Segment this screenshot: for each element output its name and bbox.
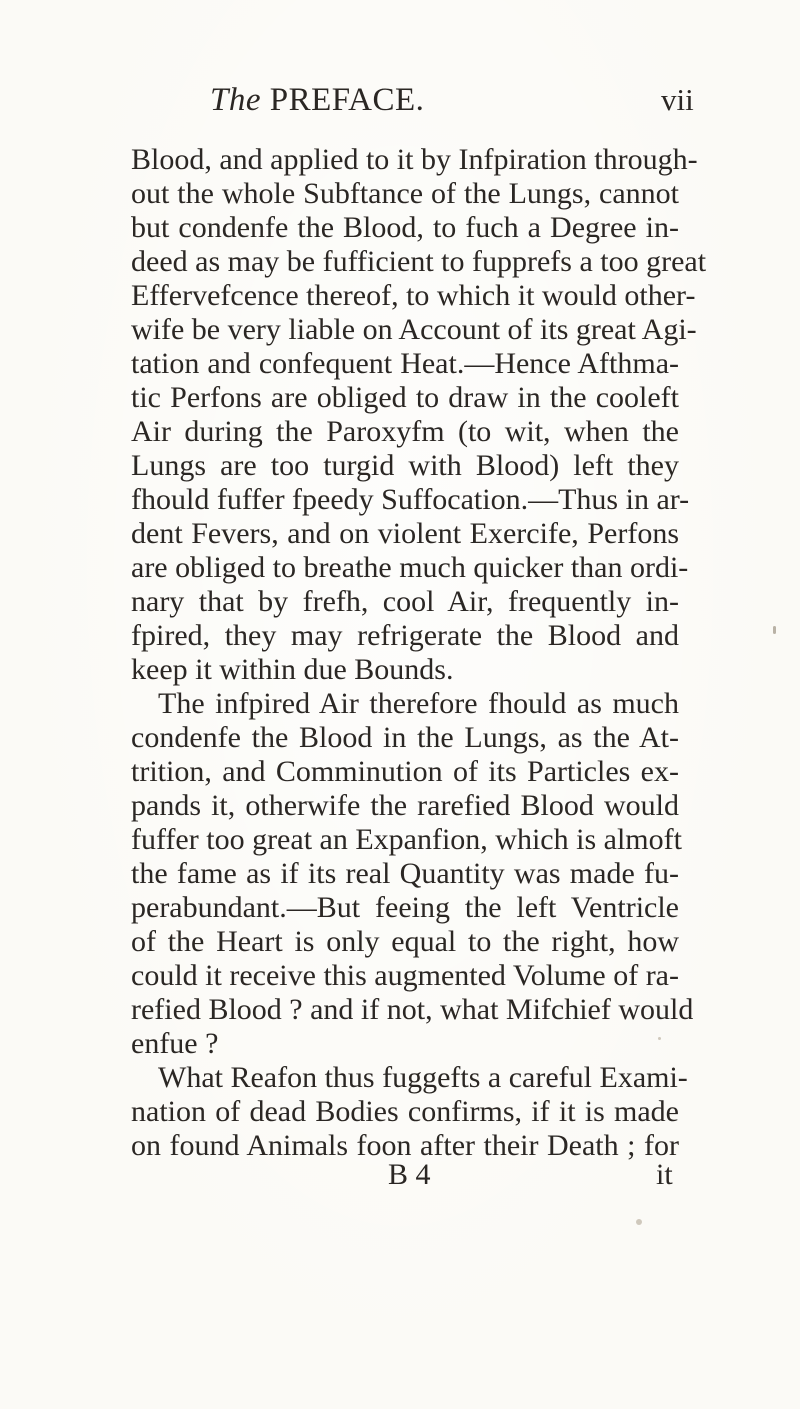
paper-mark [773,626,776,634]
text-line: fuffer too great an Expanfion, which is almoft [131,823,682,856]
paper-speck [658,1037,661,1040]
text-line: Effervefcence thereof, to which it would other- [131,279,696,312]
text-line: perabundant.—But feeing the left Ventricle [131,891,679,924]
page-header [0,82,800,122]
page-number: vii [661,82,694,117]
text-line: on found Animals foon after their Death ; for [131,1129,679,1162]
text-line: but condenfe the Blood, to fuch a Degree in- [131,211,679,244]
text-line: deed as may be fufficient to fupprefs a too great [131,245,707,278]
text-line: pands it, otherwife the rarefied Blood would [131,789,679,822]
text-line: the fame as if its real Quantity was made fu- [131,857,679,890]
text-line: could it receive this augmented Volume of ra- [131,959,679,992]
text-line: nary that by frefh, cool Air, frequently in- [131,585,679,618]
catchword: it [656,1158,673,1191]
running-head-title: PREFACE. [269,82,425,118]
text-line: Blood, and applied to it by Infpiration through- [131,143,698,176]
signature-mark: B 4 [388,1158,431,1191]
text-line: nation of dead Bodies confirms, if it is made [131,1095,679,1128]
paper-speck [636,1219,642,1225]
text-line: fhould fuffer fpeedy Suffocation.—Thus in ar- [131,483,690,516]
text-line: dent Fevers, and on violent Exercife, Perfons [131,517,679,550]
text-line: of the Heart is only equal to the right, how [131,925,679,958]
text-line: Lungs are too turgid with Blood) left they [131,449,679,482]
text-line: keep it within due Bounds. [131,653,454,686]
text-line: enfue ? [131,1027,219,1060]
paragraph-first-line: The infpired Air therefore fhould as much [158,687,679,720]
page-footer [0,1158,800,1198]
paragraph-first-line: What Reafon thus fuggefts a careful Exami- [158,1061,688,1094]
text-line: refied Blood ? and if not, what Mifchief would [131,993,694,1026]
text-line: tic Perfons are obliged to draw in the cooleft [131,381,679,414]
running-head-italic: The [210,82,261,118]
running-head [210,82,424,119]
text-line: condenfe the Blood in the Lungs, as the At- [131,721,679,754]
text-line: out the whole Subftance of the Lungs, cannot [131,177,679,210]
text-line: trition, and Comminution of its Particles ex- [131,755,679,788]
text-line: are obliged to breathe much quicker than ordi- [131,551,689,584]
text-line: fpired, they may refrigerate the Blood and [131,619,679,652]
text-line: wife be very liable on Account of its great Agi- [131,313,697,346]
text-line: tation and confequent Heat.—Hence Afthma- [131,347,679,380]
text-line: Air during the Paroxyfm (to wit, when the [131,415,679,448]
